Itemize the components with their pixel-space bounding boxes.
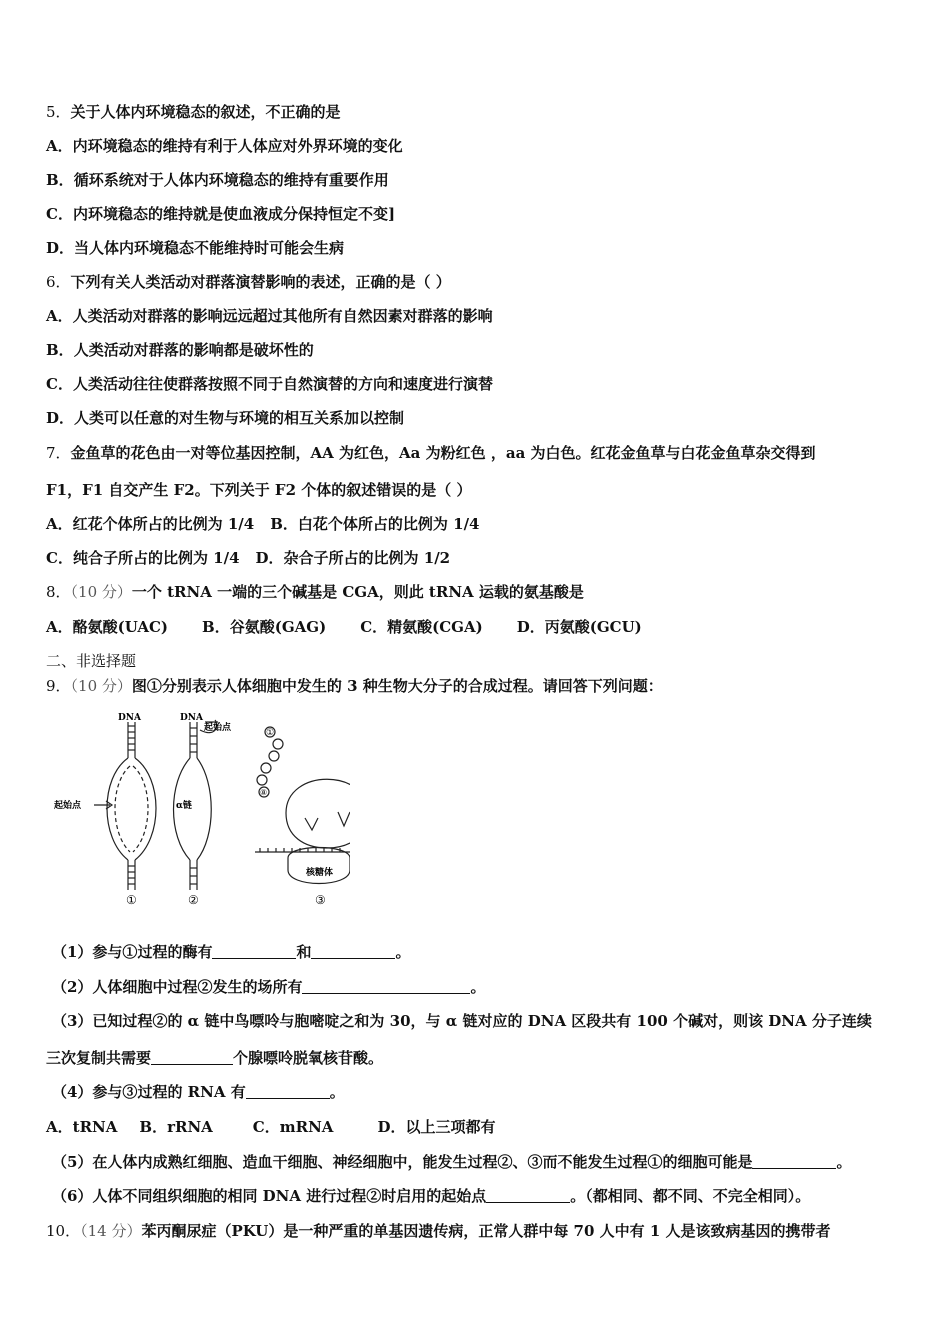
sub-text: （1）参与①过程的酶有	[52, 943, 213, 961]
option-key: A．	[46, 515, 73, 533]
q6-stem-text: 下列有关人类活动对群落演替影响的表述，正确的是（ ）	[70, 273, 451, 291]
alpha-chain-label: α链	[176, 801, 192, 811]
sub-text: （4）参与③过程的 RNA 有	[52, 1083, 246, 1101]
bead-mark-first: ①	[266, 728, 275, 738]
panel-mark-3: ③	[315, 893, 326, 907]
sub-text: （2）人体细胞中过程②发生的场所有	[52, 978, 303, 996]
option-text: mRNA	[279, 1118, 334, 1136]
option-key: A．	[46, 137, 73, 155]
q9-score: （10 分）	[70, 677, 132, 695]
ribosome-label: 核糖体	[306, 868, 334, 878]
q9-sub4	[52, 1082, 345, 1102]
option-text: 内环境稳态的维持有利于人体应对外界环境的变化	[72, 137, 403, 155]
q8-score: （10 分）	[70, 583, 132, 601]
q5-option-c	[46, 204, 395, 224]
q6-option-a	[46, 306, 493, 326]
option-text: 循环系统对于人体内环境稳态的维持有重要作用	[73, 171, 389, 189]
q9-number: 9．	[46, 677, 71, 695]
sub-text: （6）人体不同组织细胞的相同 DNA 进行过程②时启用的起始点	[52, 1187, 487, 1205]
answer-blank[interactable]	[302, 978, 470, 994]
option-text: 杂合子所占的比例为 1/2	[283, 549, 451, 567]
bead-mark-last: ⑧	[260, 788, 268, 797]
panel-mark-1: ①	[126, 893, 137, 907]
sub-text: 。	[836, 1153, 852, 1171]
q5-option-b	[46, 170, 389, 190]
q9-sub1	[52, 942, 410, 962]
q5-option-a	[46, 136, 403, 156]
option-text: 以上三项都有	[405, 1118, 496, 1136]
answer-blank[interactable]	[212, 943, 296, 959]
option-key: C．	[360, 618, 388, 636]
dna-label-1: DNA	[118, 713, 142, 723]
option-key: B．	[139, 1118, 168, 1136]
option-key: D．	[516, 618, 545, 636]
option-text: 内环境稳态的维持就是使血液成分保持恒定不变]	[72, 205, 396, 223]
option-key: C．	[46, 205, 73, 223]
q7-stem-line2: F1，F1 自交产生 F2。下列关于 F2 个体的叙述错误的是（ ）	[46, 481, 472, 499]
q5-stem-text: 关于人体内环境稳态的叙述，不正确的是	[70, 103, 341, 121]
q9-sub4-options	[46, 1117, 495, 1137]
option-text: 纯合子所占的比例为 1/4	[72, 549, 240, 567]
option-text: 酪氨酸(UAC)	[72, 618, 169, 636]
option-key: B．	[202, 618, 230, 636]
replication-diagram	[94, 722, 156, 890]
answer-blank[interactable]	[151, 1049, 233, 1065]
q10-score: （14 分）	[80, 1222, 142, 1240]
panel-mark-2: ②	[188, 893, 199, 907]
q5-number: 5．	[46, 103, 71, 121]
q7-stem-text: 金鱼草的花色由一对等位基因控制，AA 为红色，Aa 为粉红色 ，aa 为白色。红花金鱼草与白花金鱼草杂交得到	[70, 444, 816, 462]
option-key: A．	[46, 1118, 73, 1136]
answer-blank[interactable]	[752, 1153, 836, 1169]
option-key: B．	[270, 515, 298, 533]
option-key: C．	[46, 375, 73, 393]
dna-label-2: DNA	[180, 713, 204, 723]
sub-text: （5）在人体内成熟红细胞、造血干细胞、神经细胞中，能发生过程②、③而不能发生过程①的细胞可能是	[52, 1153, 753, 1171]
origin-label-left: 起始点	[54, 801, 82, 811]
option-text: 红花个体所占的比例为 1/4	[72, 515, 255, 533]
q9-stem	[46, 676, 663, 696]
option-key: A．	[46, 307, 73, 325]
option-text: 人类活动对群落的影响远远超过其他所有自然因素对群落的影响	[72, 307, 493, 325]
option-key: D．	[377, 1118, 406, 1136]
sub-text: 三次复制共需要	[46, 1049, 152, 1067]
option-key: B．	[46, 171, 74, 189]
q10-number: 10．	[46, 1222, 81, 1240]
option-key: B．	[46, 341, 74, 359]
option-key: C．	[46, 549, 73, 567]
answer-blank[interactable]	[486, 1187, 570, 1203]
q9-stem-text: 图①分别表示人体细胞中发生的 3 种生物大分子的合成过程。请回答下列问题：	[131, 677, 663, 695]
q5-option-d	[46, 238, 344, 258]
q9-sub5	[52, 1152, 851, 1172]
q10-stem	[46, 1221, 831, 1241]
option-key: A．	[46, 618, 73, 636]
q10-stem-text: 苯丙酮尿症（PKU）是一种严重的单基因遗传病，正常人群中每 70 人中有 1 人是该致病基因的携带者	[141, 1222, 831, 1240]
sub-text: 个腺嘌呤脱氧核苷酸。	[233, 1049, 384, 1067]
option-text: 谷氨酸(GAG)	[229, 618, 327, 636]
q8-options	[46, 617, 642, 637]
option-key: C．	[252, 1118, 280, 1136]
option-text: tRNA	[72, 1118, 118, 1136]
q8-stem	[46, 582, 584, 602]
option-text: 人类活动往往使群落按照不同于自然演替的方向和速度进行演替	[72, 375, 493, 393]
sub-text: 。	[395, 943, 411, 961]
q7-options-row1	[46, 514, 479, 534]
option-text: rRNA	[167, 1118, 213, 1136]
option-key: D．	[46, 409, 75, 427]
sub-text: 。（都相同、都不同、不完全相同）。	[570, 1187, 811, 1205]
translation-diagram	[255, 727, 350, 884]
q6-option-d	[46, 408, 404, 428]
q7-options-row2	[46, 548, 450, 568]
option-text: 丙氨酸(GCU)	[544, 618, 642, 636]
q6-option-c	[46, 374, 493, 394]
answer-blank[interactable]	[311, 943, 395, 959]
q9-figure-diagram	[50, 708, 350, 908]
option-key: D．	[255, 549, 284, 567]
sub-text: 和	[296, 943, 312, 961]
q9-sub3-line1: （3）已知过程②的 α 链中鸟嘌呤与胞嘧啶之和为 30，与 α 链对应的 DNA 区段共有 100 个碱对，则该 DNA 分子连续	[52, 1012, 872, 1030]
option-text: 白花个体所占的比例为 1/4	[297, 515, 480, 533]
option-text: 精氨酸(CGA)	[387, 618, 483, 636]
option-text: 当人体内环境稳态不能维持时可能会生病	[74, 239, 345, 257]
origin-label-top: 起始点	[204, 723, 232, 733]
sub-text: 。	[329, 1083, 345, 1101]
q6-option-b	[46, 340, 314, 360]
q9-sub3-line2	[46, 1048, 383, 1068]
q9-sub2	[52, 977, 485, 997]
option-key: D．	[46, 239, 75, 257]
answer-blank[interactable]	[246, 1083, 330, 1099]
q5-stem	[46, 102, 341, 122]
q7-number: 7．	[46, 444, 71, 462]
section-heading: 二、非选择题	[46, 652, 137, 670]
option-text: 人类可以任意的对生物与环境的相互关系加以控制	[74, 409, 405, 427]
q6-stem	[46, 272, 451, 292]
option-text: 人类活动对群落的影响都是破坏性的	[73, 341, 314, 359]
q6-number: 6．	[46, 273, 71, 291]
q7-stem-line1	[46, 443, 816, 463]
q8-stem-text: 一个 tRNA 一端的三个碱基是 CGA，则此 tRNA 运载的氨基酸是	[131, 583, 584, 601]
q9-sub6	[52, 1186, 810, 1206]
q8-number: 8．	[46, 583, 71, 601]
sub-text: 。	[470, 978, 486, 996]
